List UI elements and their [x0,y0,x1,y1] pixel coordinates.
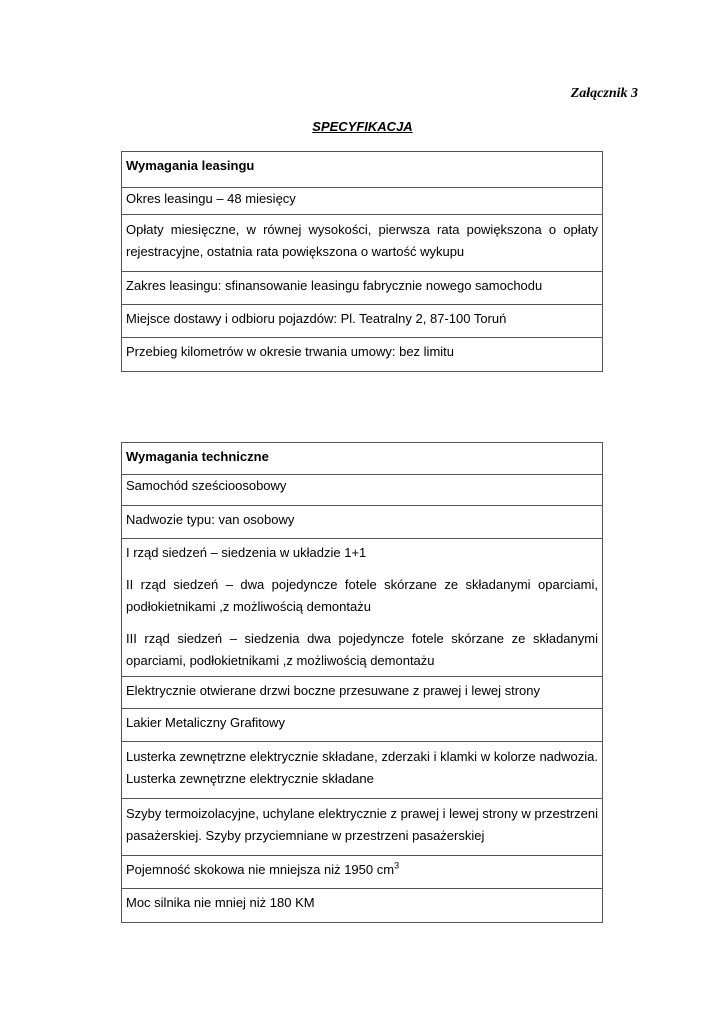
table-header-cell: Wymagania leasingu [122,152,603,188]
table-cell: Samochód sześcioosobowy [122,475,603,506]
table-cell: Miejsce dostawy i odbioru pojazdów: Pl. Teatralny 2, 87-100 Toruń [122,305,603,338]
table-cell: Przebieg kilometrów w okresie trwania umowy: bez limitu [122,338,603,372]
table-cell: Elektrycznie otwierane drzwi boczne przesuwane z prawej i lewej strony [122,677,603,709]
table-cell: Opłaty miesięczne, w równej wysokości, pierwsza rata powiększona o opłaty rejestracyjne, ostatnia rata powiększona o wartość wykupu [122,215,603,272]
seating-cell [122,539,603,677]
table-cell: Okres leasingu – 48 miesięcy [122,188,603,215]
seat-row-3: III rząd siedzeń – siedzenia dwa pojedyncze fotele skórzane ze składanymi oparciami, podłokietnikami ,z możliwością demontażu [126,631,598,668]
page-title: SPECYFIKACJA [312,119,413,134]
superscript: 3 [394,860,400,871]
table-row [122,677,603,709]
table-row [122,856,603,889]
table-row [122,272,603,305]
table-row [122,152,603,188]
table-row [122,443,603,475]
table-cell: Moc silnika nie mniej niż 180 KM [122,889,603,923]
table-row [122,889,603,923]
technical-requirements-table [121,442,603,923]
annex-label: Załącznik 3 [570,86,638,101]
table-row [122,539,603,677]
table-row [122,215,603,272]
table-row [122,475,603,506]
table-row [122,338,603,372]
table-cell: Lakier Metaliczny Grafitowy [122,709,603,742]
table-row [122,799,603,856]
table-header-cell: Wymagania techniczne [122,443,603,475]
table-cell: Szyby termoizolacyjne, uchylane elektrycznie z prawej i lewej strony w przestrzeni pasażerskiej. Szyby przyciemniane w przestrzeni pasażerskiej [122,799,603,856]
table-row [122,742,603,799]
table-row [122,506,603,539]
displacement-text: Pojemność skokowa nie mniejsza niż 1950 cm [126,862,395,877]
table-cell: Nadwozie typu: van osobowy [122,506,603,539]
table-row [122,709,603,742]
seat-row-2: II rząd siedzeń – dwa pojedyncze fotele skórzane ze składanymi oparciami, podłokietnikami ,z możliwością demontażu [126,577,598,614]
table-cell [122,856,603,889]
seat-row-1: I rząd siedzeń – siedzenia w układzie 1+1 [126,545,367,560]
table-row [122,305,603,338]
table-row [122,188,603,215]
table-cell: Zakres leasingu: sfinansowanie leasingu fabrycznie nowego samochodu [122,272,603,305]
leasing-requirements-table [121,151,603,372]
table-cell: Lusterka zewnętrzne elektrycznie składane, zderzaki i klamki w kolorze nadwozia. Lusterka zewnętrzne elektrycznie składane [122,742,603,799]
